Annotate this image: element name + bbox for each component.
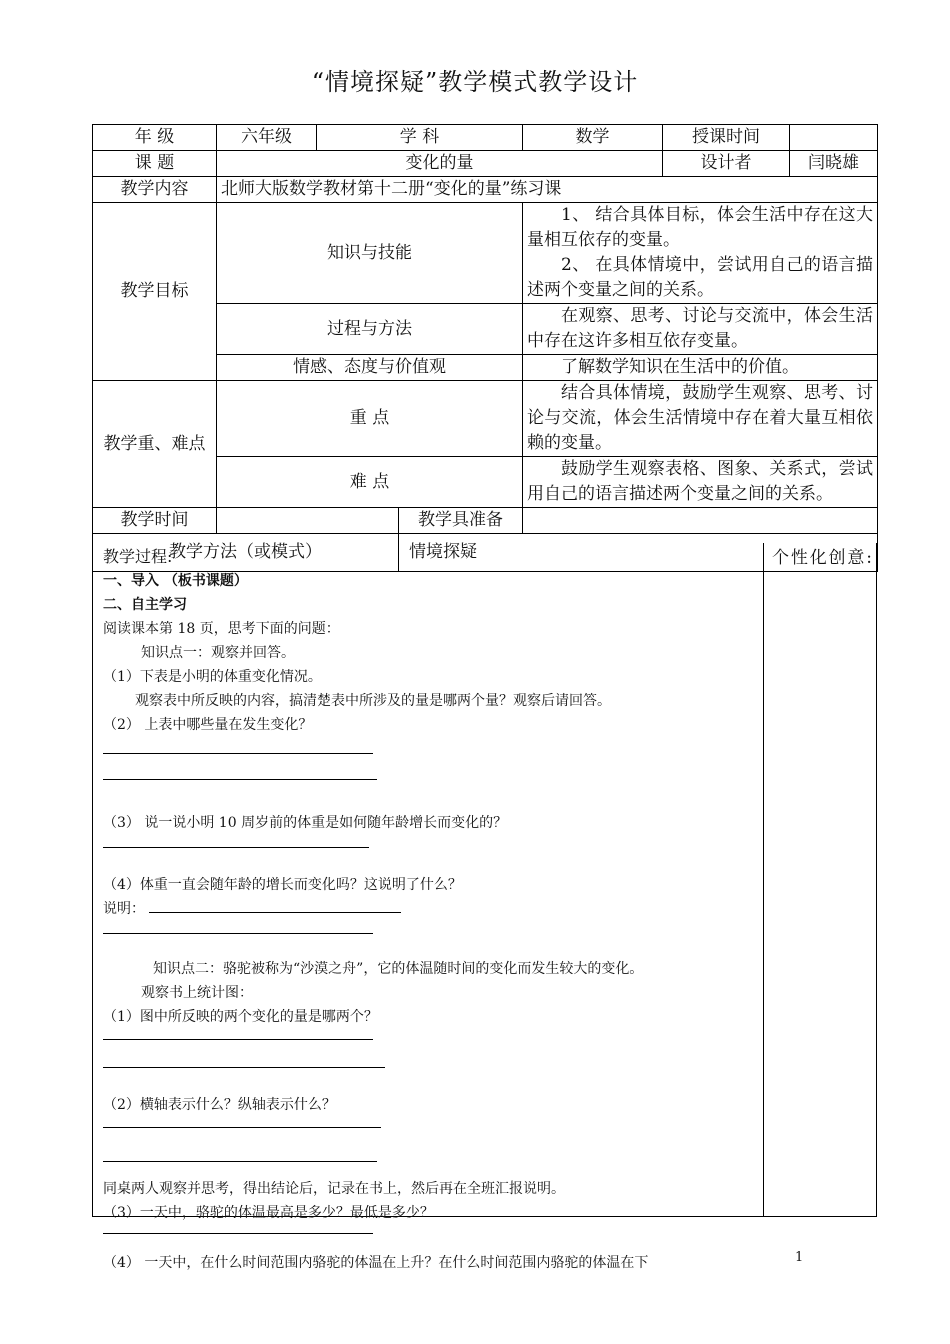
knowledge-goal-1: 1、 结合具体目标，体会生活中存在这大量相互依存的变量。: [527, 205, 873, 250]
emotion-value: 了解数学知识在生活中的价值。: [523, 355, 878, 381]
knowledge-goal-2: 2、 在具体情境中，尝试用自己的语言描述两个变量之间的关系。: [527, 255, 873, 300]
camel-question-2: （2）横轴表示什么？纵轴表示什么？: [103, 1097, 336, 1113]
process-heading: 教学过程:: [103, 547, 173, 566]
teaching-process-section: [92, 543, 877, 1271]
key-point-label: 重 点: [217, 381, 523, 457]
knowledge-point-2: 知识点二：骆驼被称为“沙漠之舟”，它的体温随时间的变化而发生较大的变化。: [153, 961, 644, 977]
method-value: 情境探疑: [399, 534, 878, 572]
answer-line[interactable]: [103, 933, 758, 957]
page-number: 1: [795, 1250, 804, 1265]
answer-line[interactable]: [103, 1067, 758, 1091]
knowledge-label: 知识与技能: [217, 203, 523, 304]
grade-value: 六年级: [217, 125, 317, 151]
question-4: （4）体重一直会随年龄的增长而变化吗？这说明了什么？: [103, 877, 462, 893]
column-divider: [763, 543, 764, 1216]
question-2: （2） 上表中哪些量在发生变化？: [103, 717, 313, 733]
designer-label: 设计者: [663, 151, 790, 177]
teaching-process-content: [103, 545, 758, 1275]
pair-discussion: 同桌两人观察并思考，得出结论后，记录在书上，然后再在全班汇报说明。: [103, 1181, 565, 1197]
lesson-info-table: [92, 124, 878, 572]
answer-line[interactable]: [103, 1039, 758, 1063]
teach-time-label: 教学时间: [93, 508, 217, 534]
explain-label: 说明：: [103, 901, 145, 917]
chart-observe-prompt: 观察书上统计图：: [141, 985, 253, 1001]
content-label: 教学内容: [93, 177, 217, 203]
tools-label: 教学具准备: [399, 508, 523, 534]
topic-value: 变化的量: [217, 151, 663, 177]
personal-creativity-label: 个性化创意:: [772, 548, 872, 568]
process-method-label: 过程与方法: [217, 304, 523, 355]
subject-label: 学 科: [317, 125, 523, 151]
section-intro: 一、导入 （板书课题）: [103, 573, 248, 589]
subject-value: 数学: [523, 125, 663, 151]
keypoints-label: 教学重、难点: [93, 381, 217, 508]
camel-question-3: （3）一天中，骆驼的体温最高是多少？最低是多少？: [103, 1205, 434, 1221]
goals-label: 教学目标: [93, 203, 217, 381]
camel-question-4: （4） 一天中，在什么时间范围内骆驼的体温在上升？在什么时间范围内骆驼的体温在下: [103, 1255, 649, 1271]
answer-line[interactable]: [103, 847, 758, 871]
document-title: “情境探疑”教学模式教学设计: [311, 68, 639, 96]
answer-line[interactable]: [103, 753, 758, 777]
class-time-value: [790, 125, 878, 151]
method-label: 教学方法（或模式）: [93, 534, 399, 572]
emotion-label: 情感、态度与价值观: [217, 355, 523, 381]
answer-line[interactable]: [103, 779, 758, 803]
section-self-study: 二、自主学习: [103, 597, 187, 613]
designer-value: 闫晓雄: [790, 151, 878, 177]
question-3: （3） 说一说小明 10 周岁前的体重是如何随年龄增长而变化的？: [103, 815, 508, 831]
answer-line[interactable]: [103, 1127, 758, 1151]
key-point-value: 结合具体情境，鼓励学生观察、思考、讨论与交流，体会生活情境中存在着大量互相依赖的变量。: [523, 381, 878, 457]
observation-prompt: 观察表中所反映的内容，搞清楚表中所涉及的量是哪两个量？观察后请回答。: [135, 693, 611, 709]
reading-instruction: 阅读课本第 18 页，思考下面的问题：: [103, 621, 340, 637]
grade-label: 年 级: [93, 125, 217, 151]
teach-time-value: [217, 508, 399, 534]
topic-label: 课 题: [93, 151, 217, 177]
class-time-label: 授课时间: [663, 125, 790, 151]
process-method-value: 在观察、思考、讨论与交流中，体会生活中存在这许多相互依存变量。: [523, 304, 878, 355]
difficult-point-label: 难 点: [217, 457, 523, 508]
tools-value: [523, 508, 878, 534]
difficult-point-value: 鼓励学生观察表格、图象、关系式，尝试用自己的语言描述两个变量之间的关系。: [523, 457, 878, 508]
knowledge-goals: [523, 203, 878, 304]
content-value: 北师大版数学教材第十二册“变化的量”练习课: [217, 177, 878, 203]
knowledge-point-1: 知识点一：观察并回答。: [141, 645, 295, 661]
camel-question-1: （1）图中所反映的两个变化的量是哪两个？: [103, 1009, 378, 1025]
question-1: （1）下表是小明的体重变化情况。: [103, 669, 322, 685]
explain-row: [103, 897, 758, 921]
explain-line[interactable]: [149, 898, 401, 913]
